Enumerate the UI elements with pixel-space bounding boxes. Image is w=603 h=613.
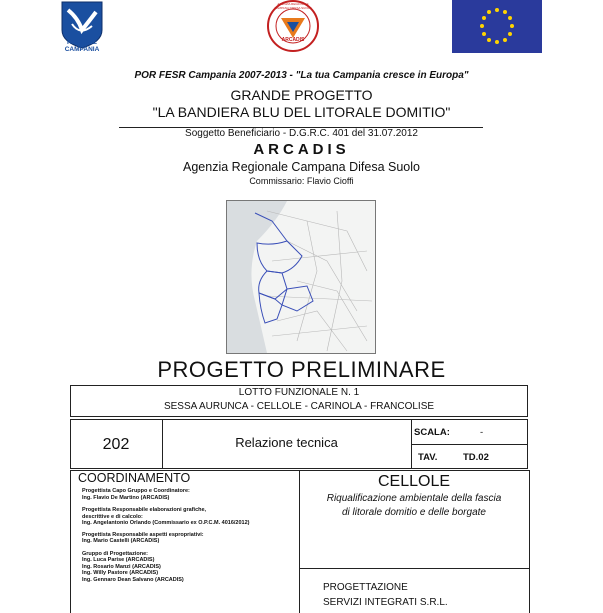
coord-line: Gruppo di Progettazione:	[82, 550, 148, 557]
beneficiary-line: Soggetto Beneficiario - D.G.R.C. 401 del 31.07.2012	[185, 128, 418, 139]
cellole-heading: CELLOLE	[377, 473, 451, 490]
arcadis-logo	[262, 0, 324, 52]
scala-label: SCALA:	[414, 427, 450, 438]
coord-line: Ing. Rosario Manzi (ARCADIS)	[82, 563, 161, 570]
arcadis-logo-label: ARCADIS	[281, 37, 305, 43]
document-title: PROGETTO PRELIMINARE	[157, 357, 446, 382]
scala-value: -	[480, 427, 484, 438]
agency-line: Agenzia Regionale Campana Difesa Suolo	[183, 160, 420, 174]
bottom-right-divider	[299, 568, 530, 569]
document-number: 202	[102, 436, 130, 453]
commissioner-line: Commissario: Flavio Cioffi	[249, 176, 354, 186]
document-subject: Relazione tecnica	[235, 435, 338, 450]
coord-line: Progettista Responsabile elaborazioni grafiche,	[82, 507, 207, 513]
arcadis-ring-text: AGENZIA REGIONALE CAMPANA DIFESA SUOLO	[274, 2, 312, 10]
coord-line: Progettista Capo Gruppo e Coordinatore:	[82, 488, 190, 494]
cellole-desc-2: di litorale domitio e delle borgate	[342, 507, 486, 518]
company-name: SERVIZI INTEGRATI S.R.L.	[323, 597, 448, 608]
coord-line: Ing. Luca Parise (ARCADIS)	[82, 557, 155, 563]
bottom-divider	[299, 470, 300, 613]
coordinamento-list	[82, 488, 294, 583]
cellole-desc-1: Riqualificazione ambientale della fascia	[326, 493, 502, 504]
arcadis-heading: ARCADIS	[253, 141, 350, 158]
coord-line: descrittive e di calcolo:	[82, 513, 143, 520]
coord-line: Ing. Willy Pastore (ARCADIS)	[82, 570, 159, 576]
program-line: POR FESR Campania 2007-2013 - "La tua Campania cresce in Europa"	[134, 70, 469, 81]
grande-progetto-line: GRANDE PROGETTO	[230, 87, 373, 103]
coord-line: Ing. Gennaro Dean Salvano (ARCADIS)	[82, 576, 184, 583]
tav-label: TAV.	[418, 452, 438, 463]
lotto-title: LOTTO FUNZIONALE N. 1	[238, 387, 360, 398]
coord-line: Ing. Angelantonio Orlando (Commissario ex O.P.C.M. 4016/2012)	[82, 520, 250, 526]
coord-line: Ing. Flavio De Martino (ARCADIS)	[82, 494, 170, 501]
coord-line: Progettista Responsabile aspetti espropriativi:	[82, 531, 204, 538]
eu-flag-logo	[452, 0, 542, 53]
regione-campania-logo	[52, 0, 112, 54]
info-divider-3	[411, 444, 528, 445]
progettazione-label: PROGETTAZIONE	[323, 582, 408, 593]
coord-line: Ing. Mario Castelli (ARCADIS)	[82, 538, 160, 544]
lotto-municipalities: SESSA AURUNCA - CELLOLE - CARINOLA - FRANCOLISE	[163, 401, 435, 412]
coordinamento-heading: COORDINAMENTO	[78, 471, 191, 485]
project-name-line: "LA BANDIERA BLU DEL LITORALE DOMITIO"	[152, 104, 451, 120]
tav-value: TD.02	[463, 452, 489, 463]
campania-caption: REGIONE CAMPANIA	[64, 39, 100, 53]
territory-map-image	[226, 200, 376, 354]
